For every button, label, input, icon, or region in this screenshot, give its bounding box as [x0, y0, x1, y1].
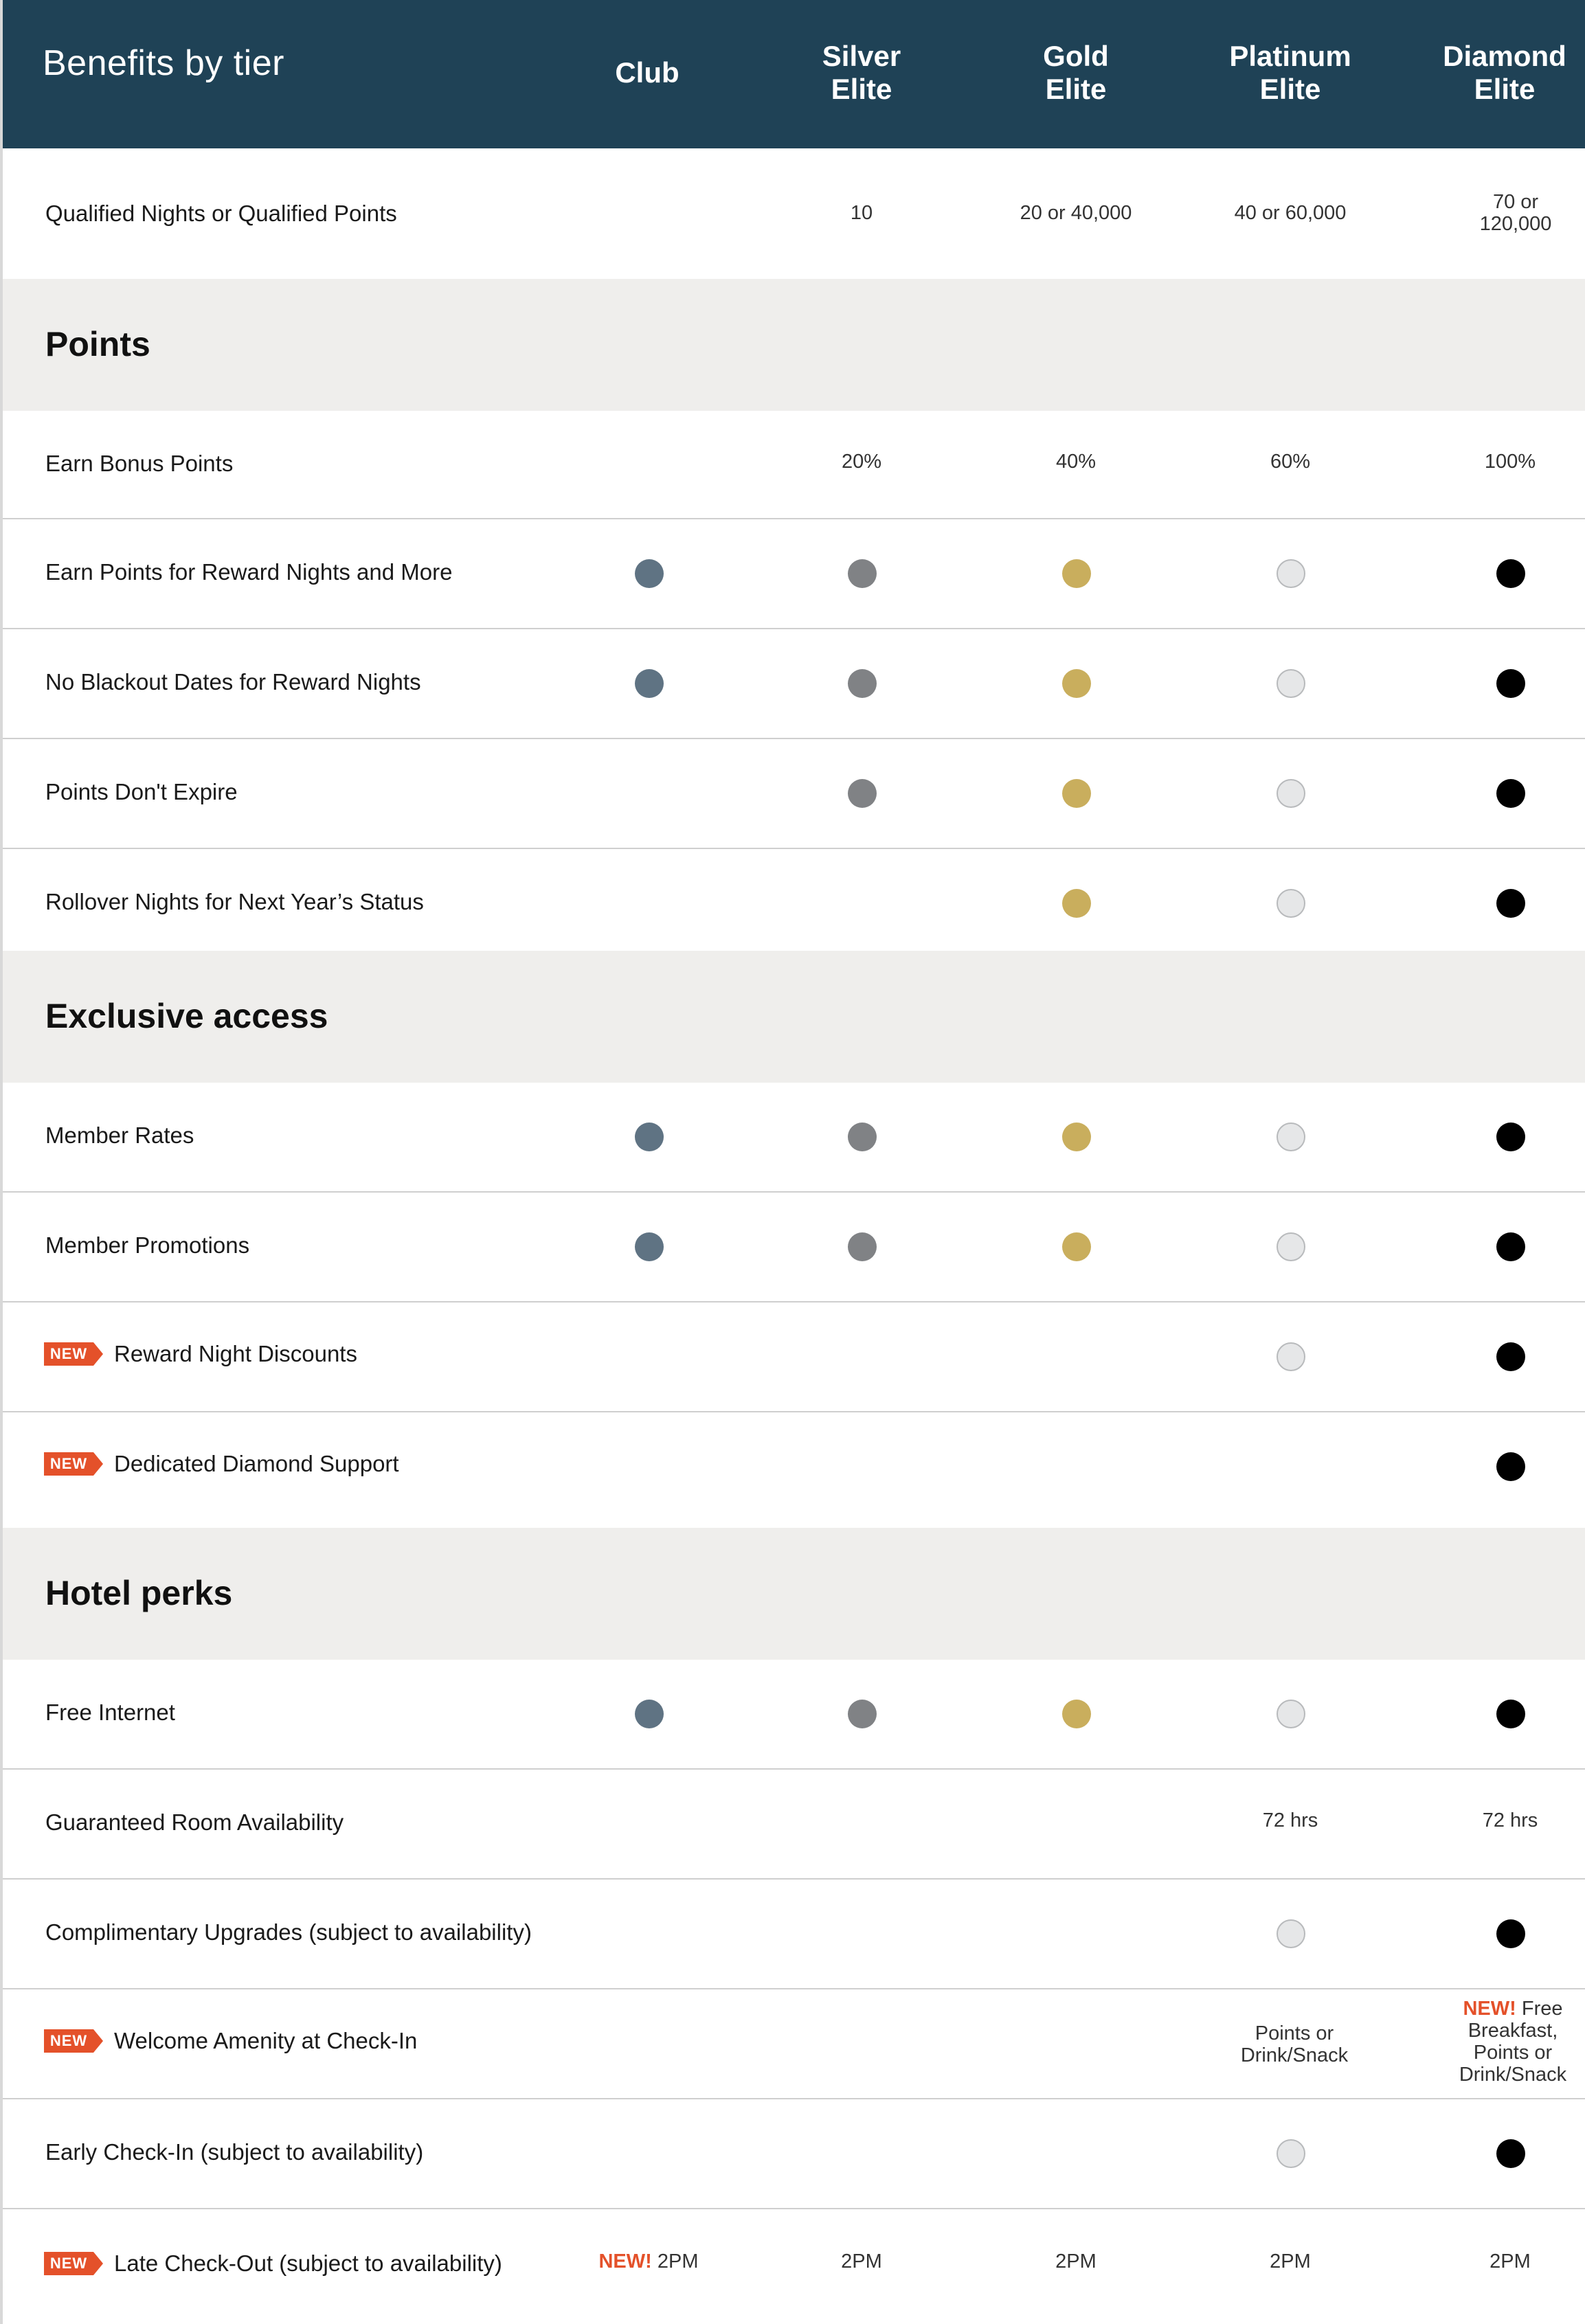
diamond-included-dot: [1496, 1700, 1525, 1728]
table-row: [3, 1302, 1585, 1412]
row-label: Free Internet: [45, 1700, 175, 1725]
platinum-included-dot: [1277, 889, 1305, 918]
diamond-value: 72 hrs: [1482, 1809, 1538, 1831]
club-included-dot: [635, 1232, 664, 1261]
diamond-included-dot: [1496, 1342, 1525, 1371]
club-included-dot: [635, 559, 664, 588]
diamond-value: NEW! Free Breakfast, Points or Drink/Snack: [1459, 1998, 1567, 2086]
table-row: [3, 1412, 1585, 1528]
gold-value: 20 or 40,000: [1020, 202, 1132, 224]
platinum-included-dot: [1277, 1700, 1305, 1728]
table-row-qualification: [3, 148, 1585, 279]
platinum-included-dot: [1277, 779, 1305, 808]
row-label: Guaranteed Room Availability: [45, 1809, 344, 1835]
section-title: Hotel perks: [45, 1574, 233, 1612]
table-row: [3, 2099, 1585, 2209]
tier-club: Club: [615, 56, 679, 89]
gold-included-dot: [1062, 559, 1091, 588]
gold-included-dot: [1062, 1232, 1091, 1261]
section-title: Points: [45, 325, 150, 363]
gold-included-dot: [1062, 669, 1091, 698]
platinum-included-dot: [1277, 1232, 1305, 1261]
diamond-included-dot: [1496, 1232, 1525, 1261]
silver-value: 20%: [841, 451, 882, 473]
row-label: Earn Bonus Points: [45, 451, 234, 476]
diamond-value: 2PM: [1490, 2250, 1531, 2272]
row-label: Dedicated Diamond Support: [114, 1451, 399, 1476]
new-badge: NEW: [44, 2029, 103, 2053]
table-row: [3, 2209, 1585, 2324]
gold-included-dot: [1062, 779, 1091, 808]
table-row: [3, 629, 1585, 739]
table-row: [3, 849, 1585, 951]
gold-value: 40%: [1055, 451, 1097, 473]
row-label: Early Check-In (subject to availability): [45, 2139, 424, 2165]
diamond-included-dot: [1496, 559, 1525, 588]
silver-value: 2PM: [841, 2250, 882, 2272]
gold-value: 2PM: [1055, 2250, 1097, 2272]
table-title: Benefits by tier: [43, 43, 284, 83]
section-exclusive-access: [3, 951, 1585, 1083]
table-header: [3, 0, 1585, 148]
row-label: Complimentary Upgrades (subject to availability): [45, 1919, 532, 1945]
new-word: NEW!: [598, 2250, 652, 2272]
silver-included-dot: [848, 1700, 877, 1728]
silver-included-dot: [848, 559, 877, 588]
row-label: Points Don't Expire: [45, 779, 238, 804]
row-label: Welcome Amenity at Check-In: [114, 2028, 418, 2053]
diamond-included-dot: [1496, 1452, 1525, 1481]
tier-platinum-elite: Platinum Elite: [1229, 40, 1351, 105]
club-value: NEW! 2PM: [598, 2250, 699, 2272]
gold-included-dot: [1062, 1122, 1091, 1151]
row-label: Rollover Nights for Next Year’s Status: [45, 889, 424, 914]
platinum-value: 60%: [1270, 451, 1311, 473]
platinum-included-dot: [1277, 1342, 1305, 1371]
club-included-dot: [635, 669, 664, 698]
diamond-value: 70 or 120,000: [1479, 191, 1552, 235]
silver-included-dot: [848, 1232, 877, 1261]
diamond-included-dot: [1496, 1919, 1525, 1948]
platinum-included-dot: [1277, 669, 1305, 698]
platinum-included-dot: [1277, 1919, 1305, 1948]
row-label: Earn Points for Reward Nights and More: [45, 559, 453, 585]
row-label: No Blackout Dates for Reward Nights: [45, 669, 421, 695]
table-row: [3, 519, 1585, 629]
platinum-included-dot: [1277, 559, 1305, 588]
diamond-included-dot: [1496, 779, 1525, 808]
section-title: Exclusive access: [45, 997, 328, 1035]
silver-included-dot: [848, 779, 877, 808]
table-row: [3, 739, 1585, 849]
platinum-included-dot: [1277, 2139, 1305, 2168]
silver-included-dot: [848, 1122, 877, 1151]
platinum-value: 2PM: [1270, 2250, 1311, 2272]
table-row: [3, 1660, 1585, 1770]
table-row: [3, 1083, 1585, 1193]
gold-included-dot: [1062, 1700, 1091, 1728]
new-badge: NEW: [44, 1342, 103, 1366]
silver-value: 10: [850, 202, 873, 224]
platinum-included-dot: [1277, 1122, 1305, 1151]
row-label: Late Check-Out (subject to availability): [114, 2250, 502, 2276]
table-row: [3, 1193, 1585, 1302]
silver-included-dot: [848, 669, 877, 698]
diamond-included-dot: [1496, 2139, 1525, 2168]
row-label: Member Promotions: [45, 1232, 250, 1258]
diamond-included-dot: [1496, 1122, 1525, 1151]
diamond-included-dot: [1496, 889, 1525, 918]
new-badge: NEW: [44, 1452, 103, 1476]
platinum-value: Points or Drink/Snack: [1240, 2022, 1349, 2066]
gold-included-dot: [1062, 889, 1091, 918]
table-row: [3, 1770, 1585, 1880]
tier-silver-elite: Silver Elite: [822, 40, 901, 105]
section-points: [3, 279, 1585, 411]
tier-diamond-elite: Diamond Elite: [1443, 40, 1566, 105]
table-row: [3, 1989, 1585, 2099]
tier-gold-elite: Gold Elite: [1043, 40, 1109, 105]
club-included-dot: [635, 1700, 664, 1728]
table-row: [3, 1880, 1585, 1989]
new-word: NEW!: [1463, 1998, 1516, 2020]
diamond-value: 100%: [1484, 451, 1536, 473]
new-badge: NEW: [44, 2252, 103, 2275]
section-hotel-perks: [3, 1528, 1585, 1660]
diamond-included-dot: [1496, 669, 1525, 698]
row-label: Member Rates: [45, 1122, 194, 1148]
row-label: Reward Night Discounts: [114, 1341, 357, 1366]
club-included-dot: [635, 1122, 664, 1151]
table-row: [3, 411, 1585, 519]
row-label: Qualified Nights or Qualified Points: [45, 201, 397, 226]
platinum-value: 40 or 60,000: [1234, 202, 1347, 224]
platinum-value: 72 hrs: [1262, 1809, 1318, 1831]
